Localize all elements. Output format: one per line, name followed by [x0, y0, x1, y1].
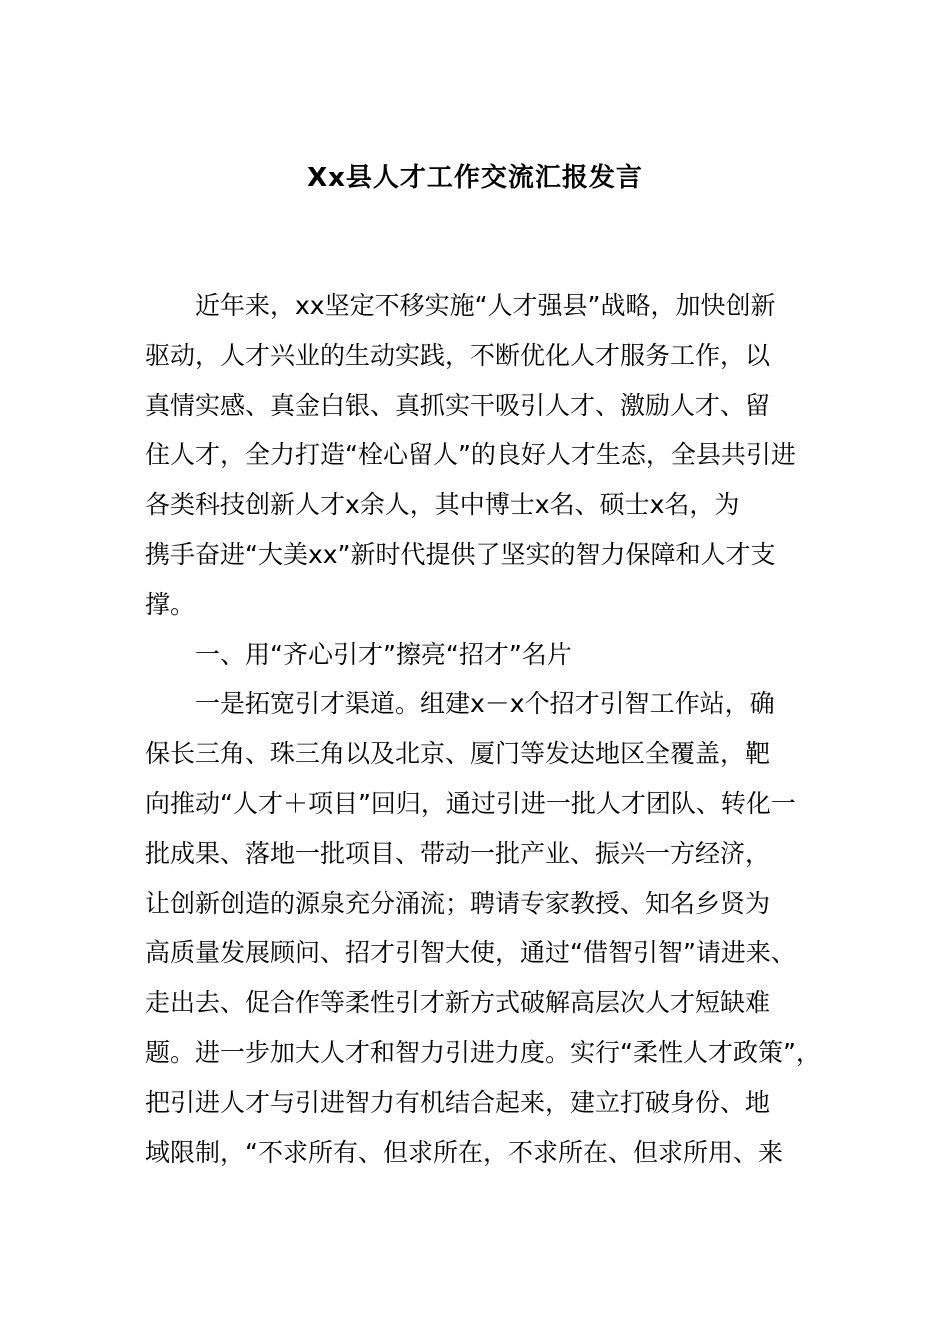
document-title: Xx县人才工作交流汇报发言 — [307, 163, 643, 193]
body-line: 域限制，“不求所有、但求所在，不求所在、但求所用、来 — [145, 1137, 783, 1167]
body-line: 各类科技创新人才x余人，其中博士x名、硕士x名，为 — [145, 490, 740, 520]
body-line: 携手奋进“大美xx”新时代提供了坚实的智力保障和人才支 — [145, 539, 776, 569]
body-line: 一是拓宽引才渠道。组建x－x个招才引智工作站，确 — [195, 689, 775, 719]
body-line: 真情实感、真金白银、真抓实干吸引人才、激励人才、留 — [145, 390, 771, 420]
body-line: 走出去、促合作等柔性引才新方式破解高层次人才短缺难 — [145, 988, 771, 1018]
body-line: 高质量发展顾问、招才引智大使，通过“借智引智”请进来、 — [145, 938, 796, 968]
body-line: 撑。 — [145, 589, 196, 619]
body-line: 近年来，xx坚定不移实施“人才强县”战略，加快创新 — [195, 291, 776, 320]
body-line: 让创新创造的源泉充分涌流；聘请专家教授、知名乡贤为 — [145, 888, 771, 918]
document-body — [145, 281, 835, 1177]
body-line: 驱动，人才兴业的生动实践，不断优化人才服务工作，以 — [145, 340, 771, 370]
body-line: 向推动“人才＋项目”回归，通过引进一批人才团队、转化一 — [145, 788, 796, 818]
body-line: 把引进人才与引进智力有机结合起来，建立打破身份、地 — [145, 1087, 771, 1117]
body-line: 一、用“齐心引才”擦亮“招才”名片 — [195, 639, 572, 669]
body-line: 保长三角、珠三角以及北京、厦门等发达地区全覆盖，靶 — [145, 739, 771, 769]
body-line: 批成果、落地一批项目、带动一批产业、振兴一方经济， — [145, 838, 771, 868]
body-line: 住人才，全力打造“栓心留人”的良好人才生态，全县共引进 — [145, 440, 796, 470]
body-line: 题。进一步加大人才和智力引进力度。实行“柔性人才政策”， — [145, 1037, 821, 1067]
